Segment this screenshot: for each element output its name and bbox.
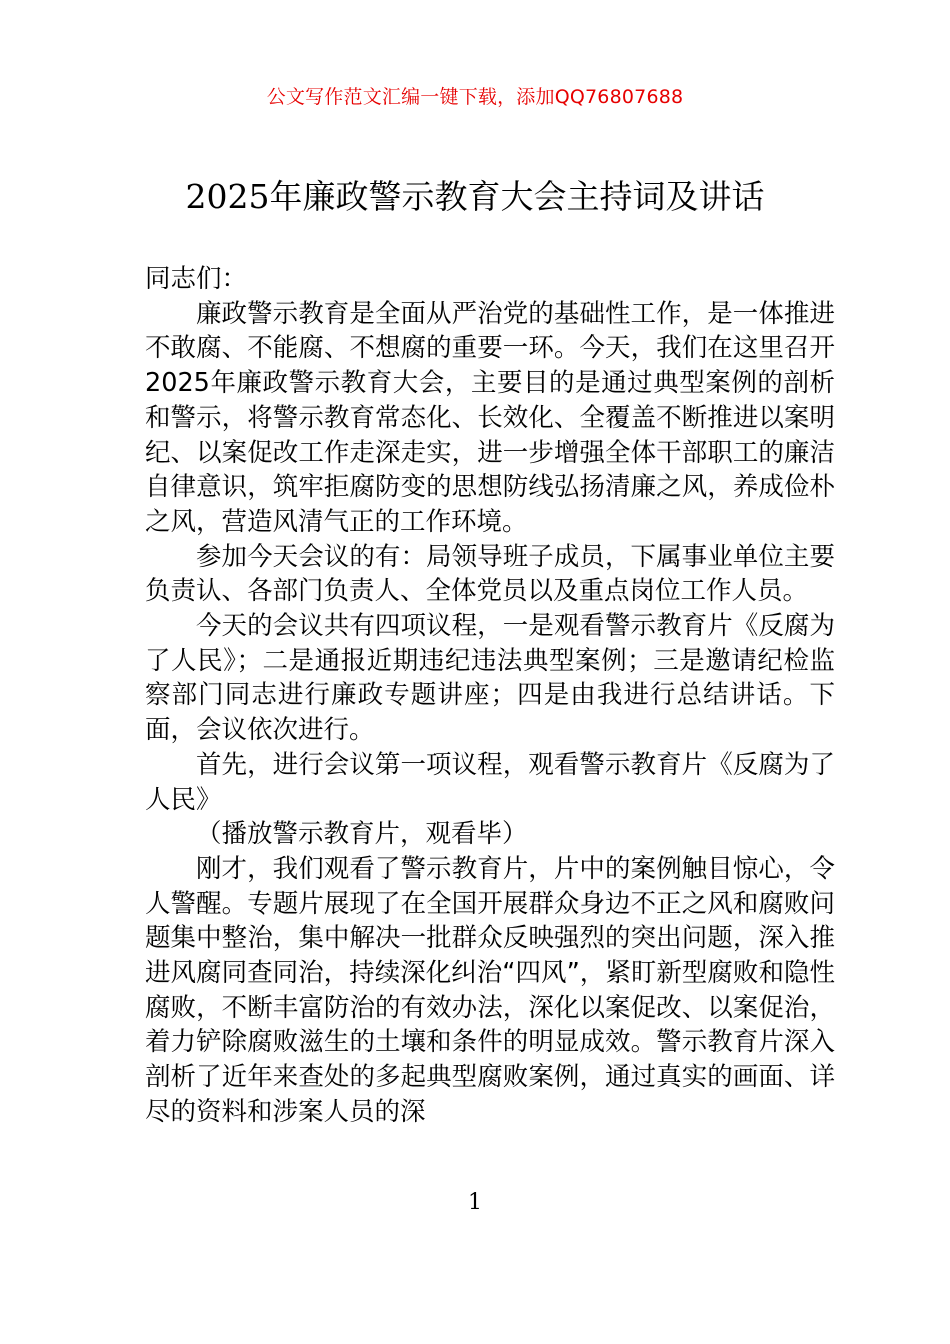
document-title: 2025年廉政警示教育大会主持词及讲话 bbox=[185, 177, 765, 216]
salutation: 同志们： bbox=[145, 264, 248, 294]
paragraph-attendees: 参加今天会议的有：局领导班子成员，下属事业单位主要负责认、各部门负责人、全体党员以及重点岗位工作人员。 bbox=[145, 541, 835, 607]
paragraph-agenda: 今天的会议共有四项议程，一是观看警示教育片《反腐为了人民》；二是通报近期违纪违法典型案例；三是邀请纪检监察部门同志进行廉政专题讲座；四是由我进行总结讲话。下面，会议依次进行。 bbox=[145, 611, 835, 746]
paragraph-reflection: 刚才，我们观看了警示教育片，片中的案例触目惊心，令人警醒。专题片展现了在全国开展群众身边不正之风和腐败问题集中整治，集中解决一批群众反映强烈的突出问题，深入推进风腐同查同治，持续深化纠治“四风”，紧盯新型腐败和隐性腐败，不断丰富防治的有效办法，深化以案促改、以案促治，着力铲除腐败滋生的土壤和条件的明显成效。警示教育片深入剖析了近年来查处的多起典型腐败案例，通过真实的画面、详尽的资料和涉案人员的深 bbox=[145, 853, 835, 1127]
paragraph-stage-direction: （播放警示教育片，观看毕） bbox=[196, 819, 528, 850]
paragraph-first-item: 首先，进行会议第一项议程，观看警示教育片《反腐为了人民》 bbox=[145, 749, 835, 815]
download-banner[interactable]: 公文写作范文汇编一键下载，添加QQ76807688 bbox=[266, 86, 684, 108]
paragraph-intro: 廉政警示教育是全面从严治党的基础性工作，是一体推进不敢腐、不能腐、不想腐的重要一环。今天，我们在这里召开2025年廉政警示教育大会，主要目的是通过典型案例的剖析和警示，将警示教育常态化、长效化、全覆盖不断推进以案明纪、以案促改工作走深走实，进一步增强全体干部职工的廉洁自律意识，筑牢拒腐防变的思想防线弘扬清廉之风，养成俭朴之风，营造风清气正的工作环境。 bbox=[145, 298, 835, 537]
document-body bbox=[145, 262, 835, 1130]
page-number: 1 bbox=[468, 1190, 482, 1215]
